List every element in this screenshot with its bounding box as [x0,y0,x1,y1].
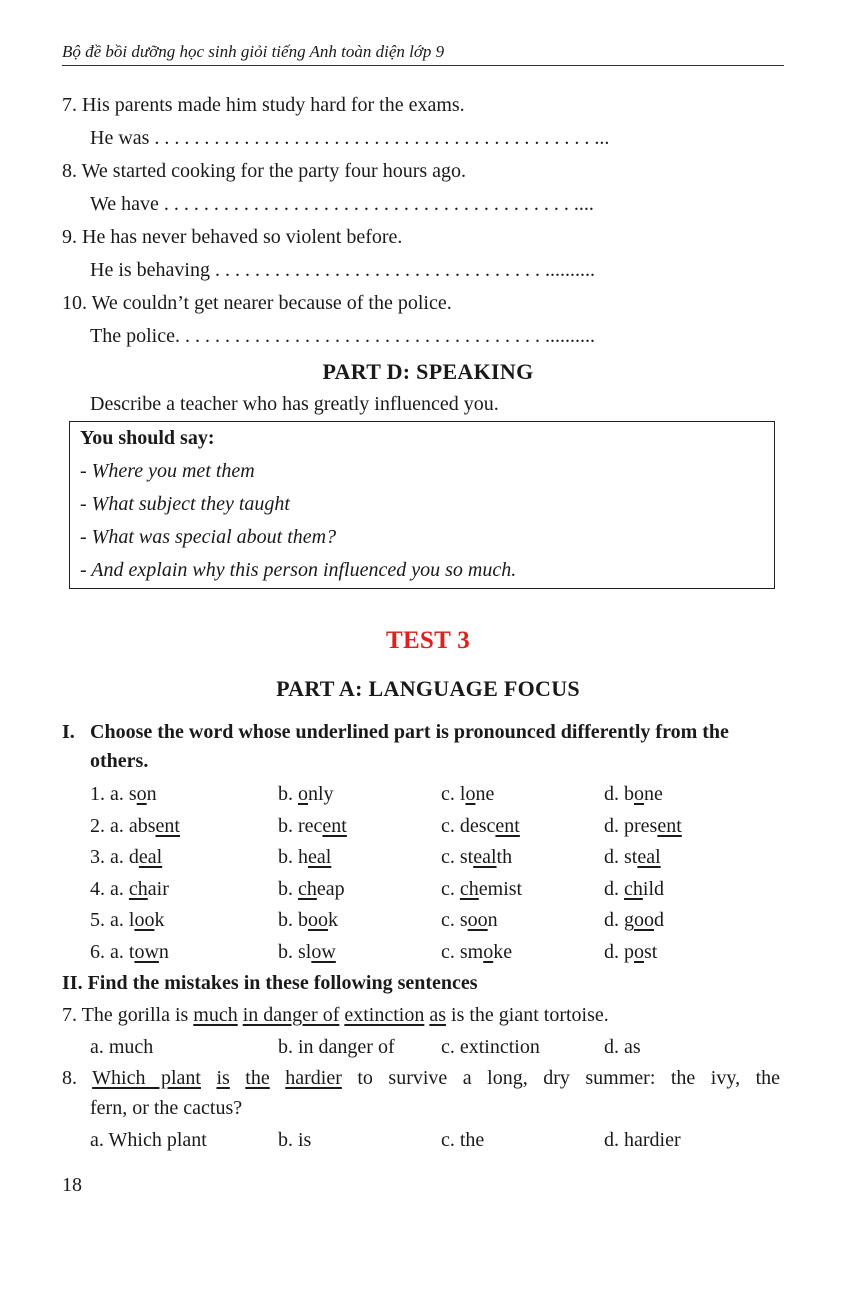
underlined-sound: ow [311,941,336,963]
option-d [604,941,657,964]
option-a [90,783,157,806]
option-text: air [147,878,169,900]
option-text: 4. a. [90,878,129,900]
underlined-sound: eal [637,846,661,868]
underlined-segment: Which plant [92,1067,201,1089]
underlined-segment: the [245,1067,270,1089]
option-a: a. Which plant [90,1129,207,1151]
text-segment: to survive a long, dry summer: the ivy, the [341,1067,780,1089]
option-c [441,878,522,901]
text-segment: is the giant tortoise. [446,1004,609,1026]
option-text: b. h [278,846,308,868]
option-b [278,783,334,806]
option-text: b. [278,878,298,900]
option-c [441,846,512,869]
running-header: Bộ đề bồi dưỡng học sinh giỏi tiếng Anh toàn diện lớp 9 [62,42,784,66]
option-text: 6. a. t [90,941,135,963]
option-d [604,878,664,901]
text-segment: 8. [62,1067,93,1089]
option-text: c. desc [441,815,496,837]
option-text: nly [308,783,334,805]
option-text: c. st [441,846,474,868]
option-text: n [487,909,498,931]
underlined-sound: eal [308,846,332,868]
option-text: 3. a. d [90,846,139,868]
part-a-title: PART A: LANGUAGE FOCUS [276,676,580,701]
option-text: c. s [441,909,468,931]
option-a [90,815,180,838]
underlined-sound: ent [657,815,682,837]
underlined-sound: oo [134,909,155,931]
option-b [278,815,347,838]
option-c: c. extinction [441,1036,540,1058]
option-c: c. the [441,1129,485,1151]
option-text: d. g [604,909,634,931]
cue-point: - What subject they taught [80,493,290,515]
option-c [441,815,520,838]
underlined-sound: ch [298,878,317,900]
option-text: eap [316,878,345,900]
mistake-question-8-cont: fern, or the cactus? [90,1097,243,1119]
option-d [604,783,663,806]
option-text: ild [642,878,665,900]
question-8: 8. We started cooking for the party four hours ago. [62,160,467,182]
option-text: b. [278,783,298,805]
underlined-sound: ent [155,815,180,837]
option-text: d [654,909,664,931]
text-segment [201,1067,217,1089]
answer-line-9: He is behaving . . . . . . . . . . . . . . . . . . . . . . . . . . . . . . . . . .......... [90,259,595,281]
option-text: c. l [441,783,466,805]
question-7: 7. His parents made him study hard for the exams. [62,94,465,116]
option-text: th [496,846,513,868]
cue-card [69,421,775,589]
option-text: b. sl [278,941,312,963]
option-text: st [644,941,658,963]
option-text: k [154,909,165,931]
underlined-segment: hardier [285,1067,342,1089]
underlined-segment: in danger of [242,1004,340,1026]
section-1-instruction: Choose the word whose underlined part is pronounced differently from the [90,721,729,743]
underlined-sound: ch [128,878,148,900]
answer-line-7: He was . . . . . . . . . . . . . . . . . . . . . . . . . . . . . . . . . . . . . . . . . . . . ... [90,127,610,149]
option-text: 2. a. abs [90,815,156,837]
underlined-sound: o [634,783,644,805]
option-text: c. sm [441,941,484,963]
option-text: d. [604,878,624,900]
text-segment [270,1067,286,1089]
underlined-sound: ent [322,815,347,837]
option-text: b. b [278,909,308,931]
speaking-prompt: Describe a teacher who has greatly influenced you. [90,393,499,415]
option-d [604,909,664,932]
underlined-sound: o [136,783,147,805]
option-d [604,846,661,869]
option-d [604,815,682,838]
cue-card-heading: You should say: [80,427,215,449]
option-text: c. [441,878,460,900]
underlined-sound: ent [495,815,520,837]
underlined-sound: eal [138,846,163,868]
option-b: b. in danger of [278,1036,395,1058]
option-text: d. pres [604,815,658,837]
test-title: TEST 3 [385,627,471,654]
option-text: emist [478,878,523,900]
option-text: 1. a. s [90,783,137,805]
underlined-sound: eal [473,846,497,868]
underlined-sound: oo [634,909,654,931]
option-text: 5. a. l [90,909,135,931]
option-text: n [146,783,157,805]
option-d: d. hardier [604,1129,681,1151]
option-b [278,878,345,901]
option-b [278,941,336,964]
option-c [441,783,494,806]
underlined-sound: ow [134,941,159,963]
option-text: d. b [604,783,634,805]
section-1-instruction-cont: others. [90,750,149,772]
option-d: d. as [604,1036,641,1058]
underlined-segment: is [216,1067,230,1089]
underlined-segment: as [429,1004,447,1026]
option-a [90,909,164,932]
underlined-sound: ch [624,878,643,900]
section-1-label: I. [62,721,75,743]
option-b: b. is [278,1129,312,1151]
option-text: d. st [604,846,638,868]
option-c [441,941,512,964]
underlined-segment: extinction [344,1004,425,1026]
underlined-segment: much [193,1004,238,1026]
underlined-sound: o [634,941,644,963]
underlined-sound: oo [467,909,488,931]
option-b [278,846,331,869]
text-segment [230,1067,246,1089]
option-text: ne [475,783,495,805]
answer-line-8: We have . . . . . . . . . . . . . . . . . . . . . . . . . . . . . . . . . . . . . . . . . .... [90,193,594,215]
option-text: d. p [604,941,634,963]
option-c [441,909,498,932]
question-10: 10. We couldn’t get nearer because of the police. [62,292,452,314]
underlined-sound: ch [459,878,479,900]
option-text: n [158,941,169,963]
text-segment: 7. The gorilla is [62,1004,194,1026]
speaking-title: PART D: SPEAKING [322,359,534,384]
answer-line-10: The police. . . . . . . . . . . . . . . . . . . . . . . . . . . . . . . . . . . . . .......... [90,325,595,347]
underlined-sound: o [483,941,494,963]
mistake-question-8 [62,1067,780,1090]
underlined-sound: o [298,783,308,805]
underlined-sound: o [465,783,476,805]
option-a [90,878,169,901]
cue-point: - What was special about them? [80,526,337,548]
option-a [90,941,169,964]
underlined-sound: oo [308,909,328,931]
cue-point: - Where you met them [80,460,255,482]
question-9: 9. He has never behaved so violent before. [62,226,403,248]
option-text: k [328,909,338,931]
option-a: a. much [90,1036,154,1058]
option-a [90,846,162,869]
option-text: b. rec [278,815,323,837]
option-b [278,909,338,932]
section-2-title: II. Find the mistakes in these following sentences [62,972,478,994]
page-number: 18 [62,1174,82,1196]
option-text: ne [644,783,663,805]
cue-point: - And explain why this person influenced you so much. [80,559,517,581]
option-text: ke [493,941,513,963]
mistake-question-7 [62,1004,609,1027]
